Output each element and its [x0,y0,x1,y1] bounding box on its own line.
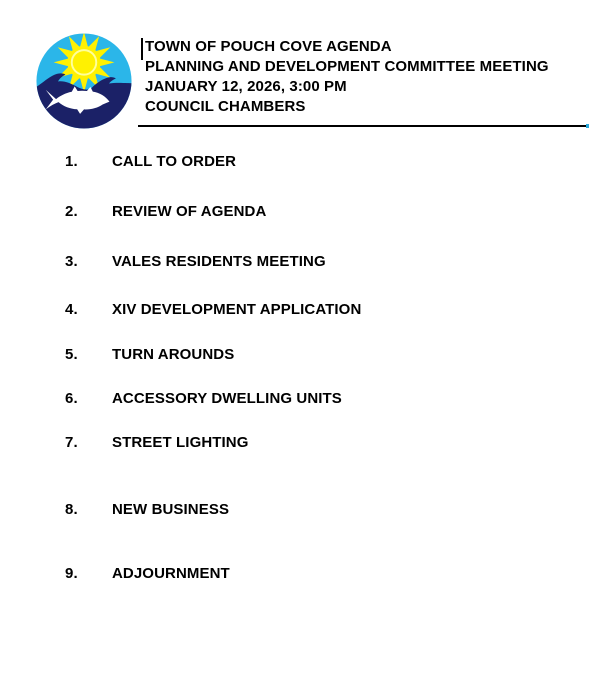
divider-end-mark [586,124,589,128]
agenda-item [65,254,326,270]
agenda-item-number: 5. [65,346,78,363]
agenda-item [65,154,236,170]
agenda-item-number: 6. [65,390,78,407]
agenda-item-label: VALES RESIDENTS MEETING [112,253,326,270]
agenda-item-number: 3. [65,253,78,270]
document-header [145,37,549,117]
agenda-item [65,391,342,407]
agenda-item-number: 7. [65,434,78,451]
header-date-time: JANUARY 12, 2026, 3:00 PM [145,78,347,95]
agenda-item-label: ADJOURNMENT [112,565,230,582]
agenda-item-label: REVIEW OF AGENDA [112,203,267,220]
agenda-item [65,347,234,363]
agenda-item [65,204,266,220]
agenda-item-number: 4. [65,301,78,318]
agenda-item-label: NEW BUSINESS [112,501,230,518]
agenda-item-label: TURN AROUNDS [112,346,235,363]
header-divider [138,125,588,127]
header-location: COUNCIL CHAMBERS [145,98,306,115]
agenda-item [65,302,361,318]
agenda-item [65,502,229,518]
header-meeting-name: PLANNING AND DEVELOPMENT COMMITTEE MEETING [145,58,549,75]
agenda-item [65,435,249,451]
agenda-item-number: 2. [65,203,78,220]
town-logo [35,32,133,130]
agenda-item [65,566,230,582]
agenda-item-label: STREET LIGHTING [112,434,249,451]
agenda-item-label: XIV DEVELOPMENT APPLICATION [112,301,362,318]
agenda-item-label: CALL TO ORDER [112,153,237,170]
agenda-item-number: 1. [65,153,78,170]
text-cursor [141,38,143,60]
header-title: TOWN OF POUCH COVE AGENDA [145,38,392,55]
agenda-item-number: 9. [65,565,78,582]
agenda-item-label: ACCESSORY DWELLING UNITS [112,390,342,407]
agenda-item-number: 8. [65,501,78,518]
